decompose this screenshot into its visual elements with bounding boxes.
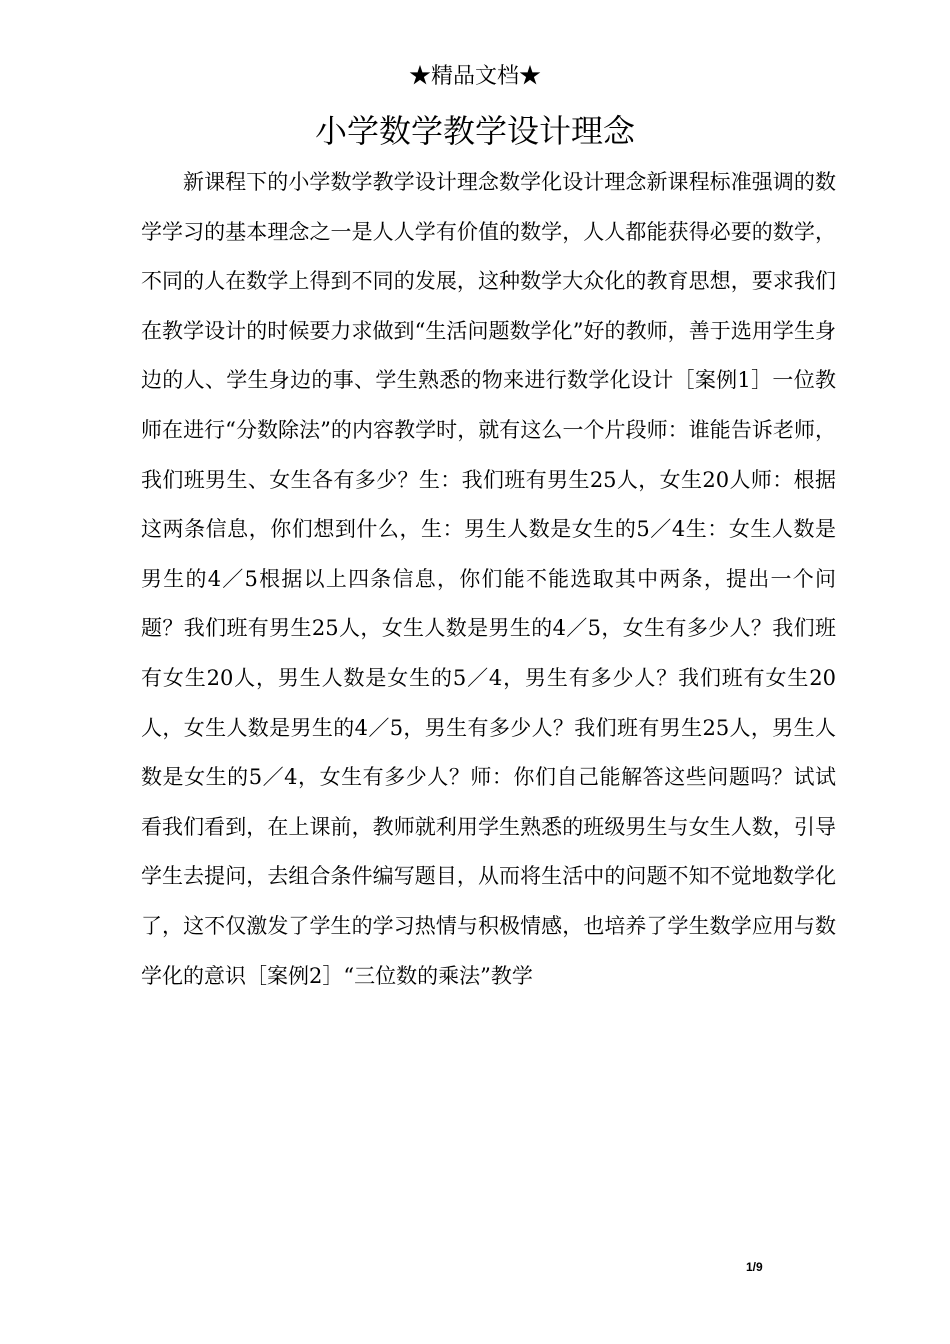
page-number: 1/9 [746,1260,763,1274]
page-title: 小学数学教学设计理念 [314,112,635,150]
body-paragraph: 新课程下的小学数学教学设计理念数学化设计理念新课程标准强调的数学学习的基本理念之一是人人学有价值的数学，人人都能获得必要的数学，不同的人在数学上得到不同的发展，这种数学大众化的教育思想，要求我们在教学设计的时候要力求做到“生活问题数学化”好的教师，善于选用学生身边的人、学生身边的事、学生熟悉的物来进行数学化设计［案例1］一位教师在进行“分数除法”的内容教学时，就有这么一个片段师：谁能告诉老师，我们班男生、女生各有多少？生：我们班有男生25人，女生20人师：根据这两条信息，你们想到什么，生：男生人数是女生的5／4生：女生人数是男生的4／5根据以上四条信息，你们能不能选取其中两条，提出一个问题？我们班有男生25人，女生人数是男生的4／5，女生有多少人？我们班有女生20人，男生人数是女生的5／4，男生有多少人？我们班有女生20人，女生人数是男生的4／5，男生有多少人？我们班有男生25人，男生人数是女生的5／4，女生有多少人？师：你们自己能解答这些问题吗？试试看我们看到，在上课前，教师就利用学生熟悉的班级男生与女生人数，引导学生去提问，去组合条件编写题目，从而将生活中的问题不知不觉地数学化了，这不仅激发了学生的学习热情与积极情感，也培养了学生数学应用与数学化的意识［案例2］“三位数的乘法”教学 [141,170,836,988]
document-header: ★精品文档★ [408,64,541,89]
